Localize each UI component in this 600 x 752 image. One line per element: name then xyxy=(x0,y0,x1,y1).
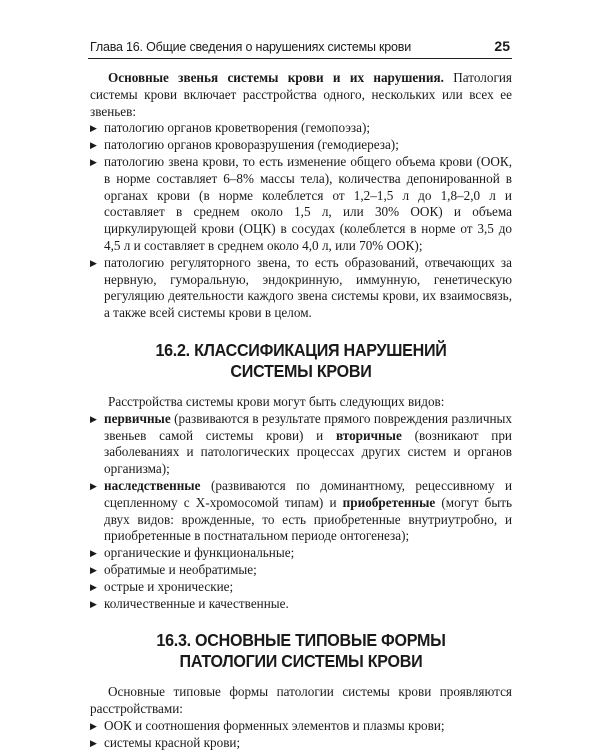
list-item xyxy=(90,596,512,613)
classification-intro: Расстройства системы крови могут быть следующих видов: xyxy=(108,393,445,409)
triangle-bullet-icon: ▶ xyxy=(90,581,97,592)
term-hereditary: наследственные xyxy=(104,477,201,493)
term-secondary: вторичные xyxy=(335,427,402,443)
list-item-text: системы красной крови; xyxy=(104,734,241,750)
blood-system-links-list xyxy=(90,120,512,322)
typical-forms-list xyxy=(90,718,512,752)
page-number: 25 xyxy=(494,38,510,54)
intro-lead-text: Патология системы крови включает расстройства одного, нескольких или всех ее звеньев: xyxy=(90,70,512,119)
term-acquired: приобретенные xyxy=(342,494,436,510)
list-item xyxy=(90,478,512,545)
list-item-text: обратимые и необратимые; xyxy=(104,561,257,577)
typical-forms-intro: Основные типовые формы патологии системы крови проявляются расстройствами: xyxy=(90,684,512,717)
list-item-text: патологию органов кроветворения (гемопоэза); xyxy=(104,120,371,136)
classification-list xyxy=(90,411,512,613)
list-item-text: патологию регуляторного звена, то есть образований, отвечающих за нервную, гуморальную, эндокринную, иммунную, генетическую регуляцию деятельности каждого звена системы крови, их взаимосвязь, а также всей системы крови в целом. xyxy=(104,254,512,321)
term-primary: первичные xyxy=(104,410,171,426)
triangle-bullet-icon: ▶ xyxy=(90,598,97,609)
triangle-bullet-icon: ▶ xyxy=(90,564,97,575)
triangle-bullet-icon: ▶ xyxy=(90,480,97,491)
list-item-text: органические и функциональные; xyxy=(104,545,295,561)
page-body xyxy=(90,70,512,752)
list-item-text: ООК и соотношения форменных элементов и плазмы крови; xyxy=(104,717,445,733)
heading-line-1: 16.2. КЛАССИФИКАЦИЯ НАРУШЕНИЙ xyxy=(155,339,447,360)
list-item-text: патологию органов кроворазрушения (гемодиереза); xyxy=(104,137,399,153)
list-item xyxy=(90,735,512,752)
list-item-text: (развиваются по доминантному, рецессивному и сцепленному с X-хромосомой типам) и xyxy=(104,477,512,510)
triangle-bullet-icon: ▶ xyxy=(90,737,97,748)
list-item-text: (могут быть двух видов: врожденные, то есть приобретенные внутриутробно, и приобретенные в постнатальном периоде онтогенеза); xyxy=(104,494,512,544)
triangle-bullet-icon: ▶ xyxy=(90,257,97,268)
running-header xyxy=(88,38,512,59)
section-heading-16-2 xyxy=(107,340,495,382)
list-item xyxy=(90,579,512,596)
triangle-bullet-icon: ▶ xyxy=(90,140,97,151)
triangle-bullet-icon: ▶ xyxy=(90,156,97,167)
list-item xyxy=(90,154,512,255)
heading-line-1: 16.3. ОСНОВНЫЕ ТИПОВЫЕ ФОРМЫ xyxy=(156,630,446,651)
list-item-text: количественные и качественные. xyxy=(104,595,289,611)
list-item xyxy=(90,137,512,154)
list-item-text: острые и хронические; xyxy=(104,578,234,594)
list-item xyxy=(90,545,512,562)
intro-paragraph xyxy=(90,70,512,120)
chapter-title: Глава 16. Общие сведения о нарушениях системы крови xyxy=(90,40,412,54)
intro-lead-bold: Основные звенья системы крови и их нарушения. xyxy=(108,70,444,85)
triangle-bullet-icon: ▶ xyxy=(90,720,97,731)
list-item-text: (развиваются в результате прямого повреждения различных звеньев самой системы крови) и xyxy=(104,410,512,443)
list-item xyxy=(90,718,512,735)
list-item xyxy=(90,562,512,579)
triangle-bullet-icon: ▶ xyxy=(90,413,97,424)
heading-line-2: ПАТОЛОГИИ СИСТЕМЫ КРОВИ xyxy=(179,651,423,672)
section-heading-16-3 xyxy=(107,630,495,672)
triangle-bullet-icon: ▶ xyxy=(90,548,97,559)
triangle-bullet-icon: ▶ xyxy=(90,123,97,134)
list-item xyxy=(90,255,512,322)
list-item-text: (возникают при заболеваниях и патологических процессах других систем и органов организма); xyxy=(104,427,512,477)
list-item xyxy=(90,120,512,137)
list-item xyxy=(90,411,512,478)
list-item-text: патологию звена крови, то есть изменение общего объема крови (ООК, в норме составляет 6–8% массы тела), количества депонированной в органах крови (в норме колеблется от 1,2–1,5 л до 1,8–2,0 л и составляет в среднем около 1,5 л, или 30% ООК) и объема циркулирующей крови (ОЦК) в сосудах (колеблется в норме от 3,5 до 4,5 л и составляет в среднем около 4,0 л, или 70% ООК); xyxy=(104,153,512,253)
heading-line-2: СИСТЕМЫ КРОВИ xyxy=(230,360,372,381)
